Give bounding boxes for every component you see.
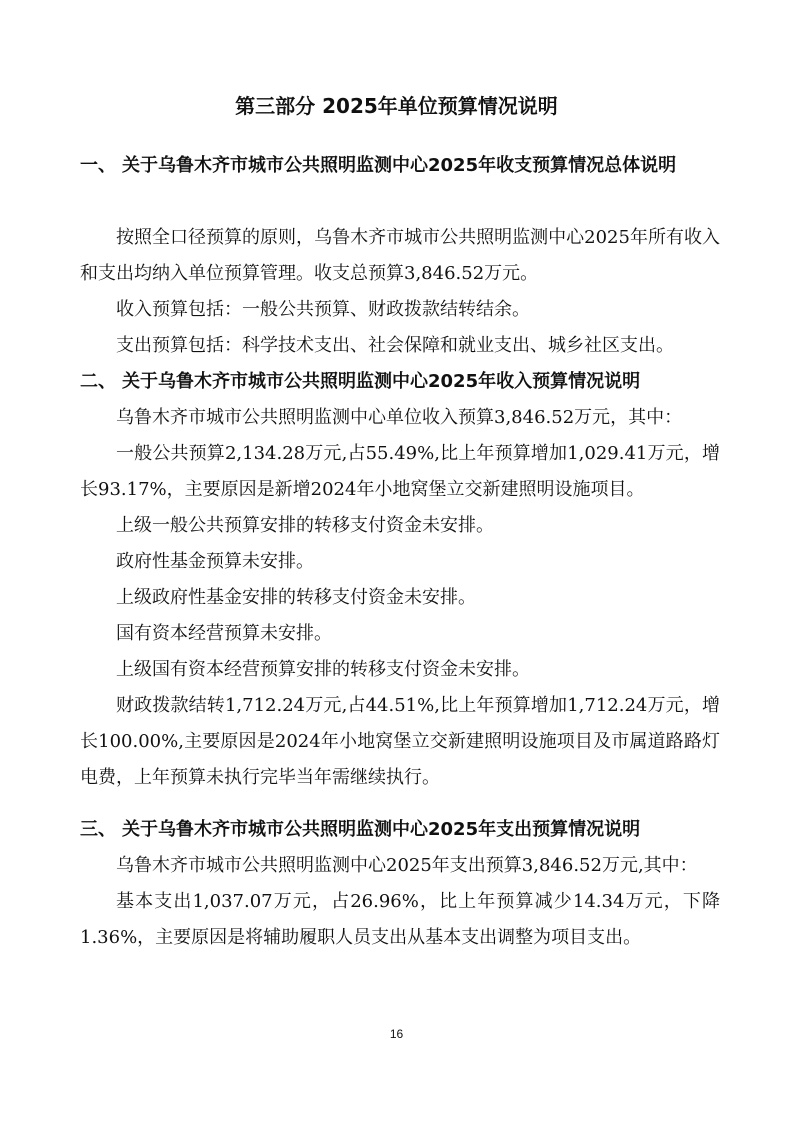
section-2-paragraph-6: 国有资本经营预算未安排。 [116, 623, 332, 644]
section-1-paragraph-3: 支出预算包括：科学技术支出、社会保障和就业支出、城乡社区支出。 [116, 335, 674, 356]
section-2-paragraph-4: 政府性基金预算未安排。 [116, 551, 314, 572]
section-2-paragraph-2: 一般公共预算2,134.28万元,占55.49%,比上年预算增加1,029.41万元，增长93.17%，主要原因是新增2024年小地窝堡立交新建照明设施项目。 [80, 443, 720, 500]
section-1-paragraph-1: 按照全口径预算的原则，乌鲁木齐市城市公共照明监测中心2025年所有收入和支出均纳入单位预算管理。收支总预算3,846.52万元。 [80, 227, 720, 284]
section-3-heading-text: 关于乌鲁木齐市城市公共照明监测中心2025年支出预算情况说明 [122, 819, 641, 840]
section-2-paragraph-7: 上级国有资本经营预算安排的转移支付资金未安排。 [116, 659, 530, 680]
section-3-paragraph-1: 乌鲁木齐市城市公共照明监测中心2025年支出预算3,846.52万元,其中： [116, 855, 698, 876]
section-2-paragraph-1: 乌鲁木齐市城市公共照明监测中心单位收入预算3,846.52万元，其中： [116, 407, 683, 428]
section-1-heading-text: 关于乌鲁木齐市城市公共照明监测中心2025年收支预算情况总体说明 [122, 155, 677, 176]
section-1-paragraph-2: 收入预算包括：一般公共预算、财政拨款结转结余。 [116, 299, 530, 320]
page-title: 第三部分 2025年单位预算情况说明 [235, 94, 558, 118]
section-2-paragraph-5: 上级政府性基金安排的转移支付资金未安排。 [116, 587, 476, 608]
section-2-heading [80, 364, 720, 400]
page-number: 16 [389, 1027, 404, 1041]
section-3-paragraph-2: 基本支出1,037.07万元，占26.96%，比上年预算减少14.34万元，下降1.36%，主要原因是将辅助履职人员支出从基本支出调整为项目支出。 [80, 891, 720, 948]
section-2-number: 二、 [80, 371, 116, 392]
section-3-number: 三、 [80, 819, 116, 840]
section-3-heading [80, 812, 720, 848]
section-2-heading-text: 关于乌鲁木齐市城市公共照明监测中心2025年收入预算情况说明 [122, 371, 641, 392]
section-2-paragraph-8: 财政拨款结转1,712.24万元,占44.51%,比上年预算增加1,712.24万元，增长100.00%,主要原因是2024年小地窝堡立交新建照明设施项目及市属道路路灯电费，上年预算未执行完毕当年需继续执行。 [80, 695, 720, 788]
section-2-paragraph-3: 上级一般公共预算安排的转移支付资金未安排。 [116, 515, 494, 536]
section-1-number: 一、 [80, 155, 116, 176]
section-1-heading [80, 148, 720, 184]
